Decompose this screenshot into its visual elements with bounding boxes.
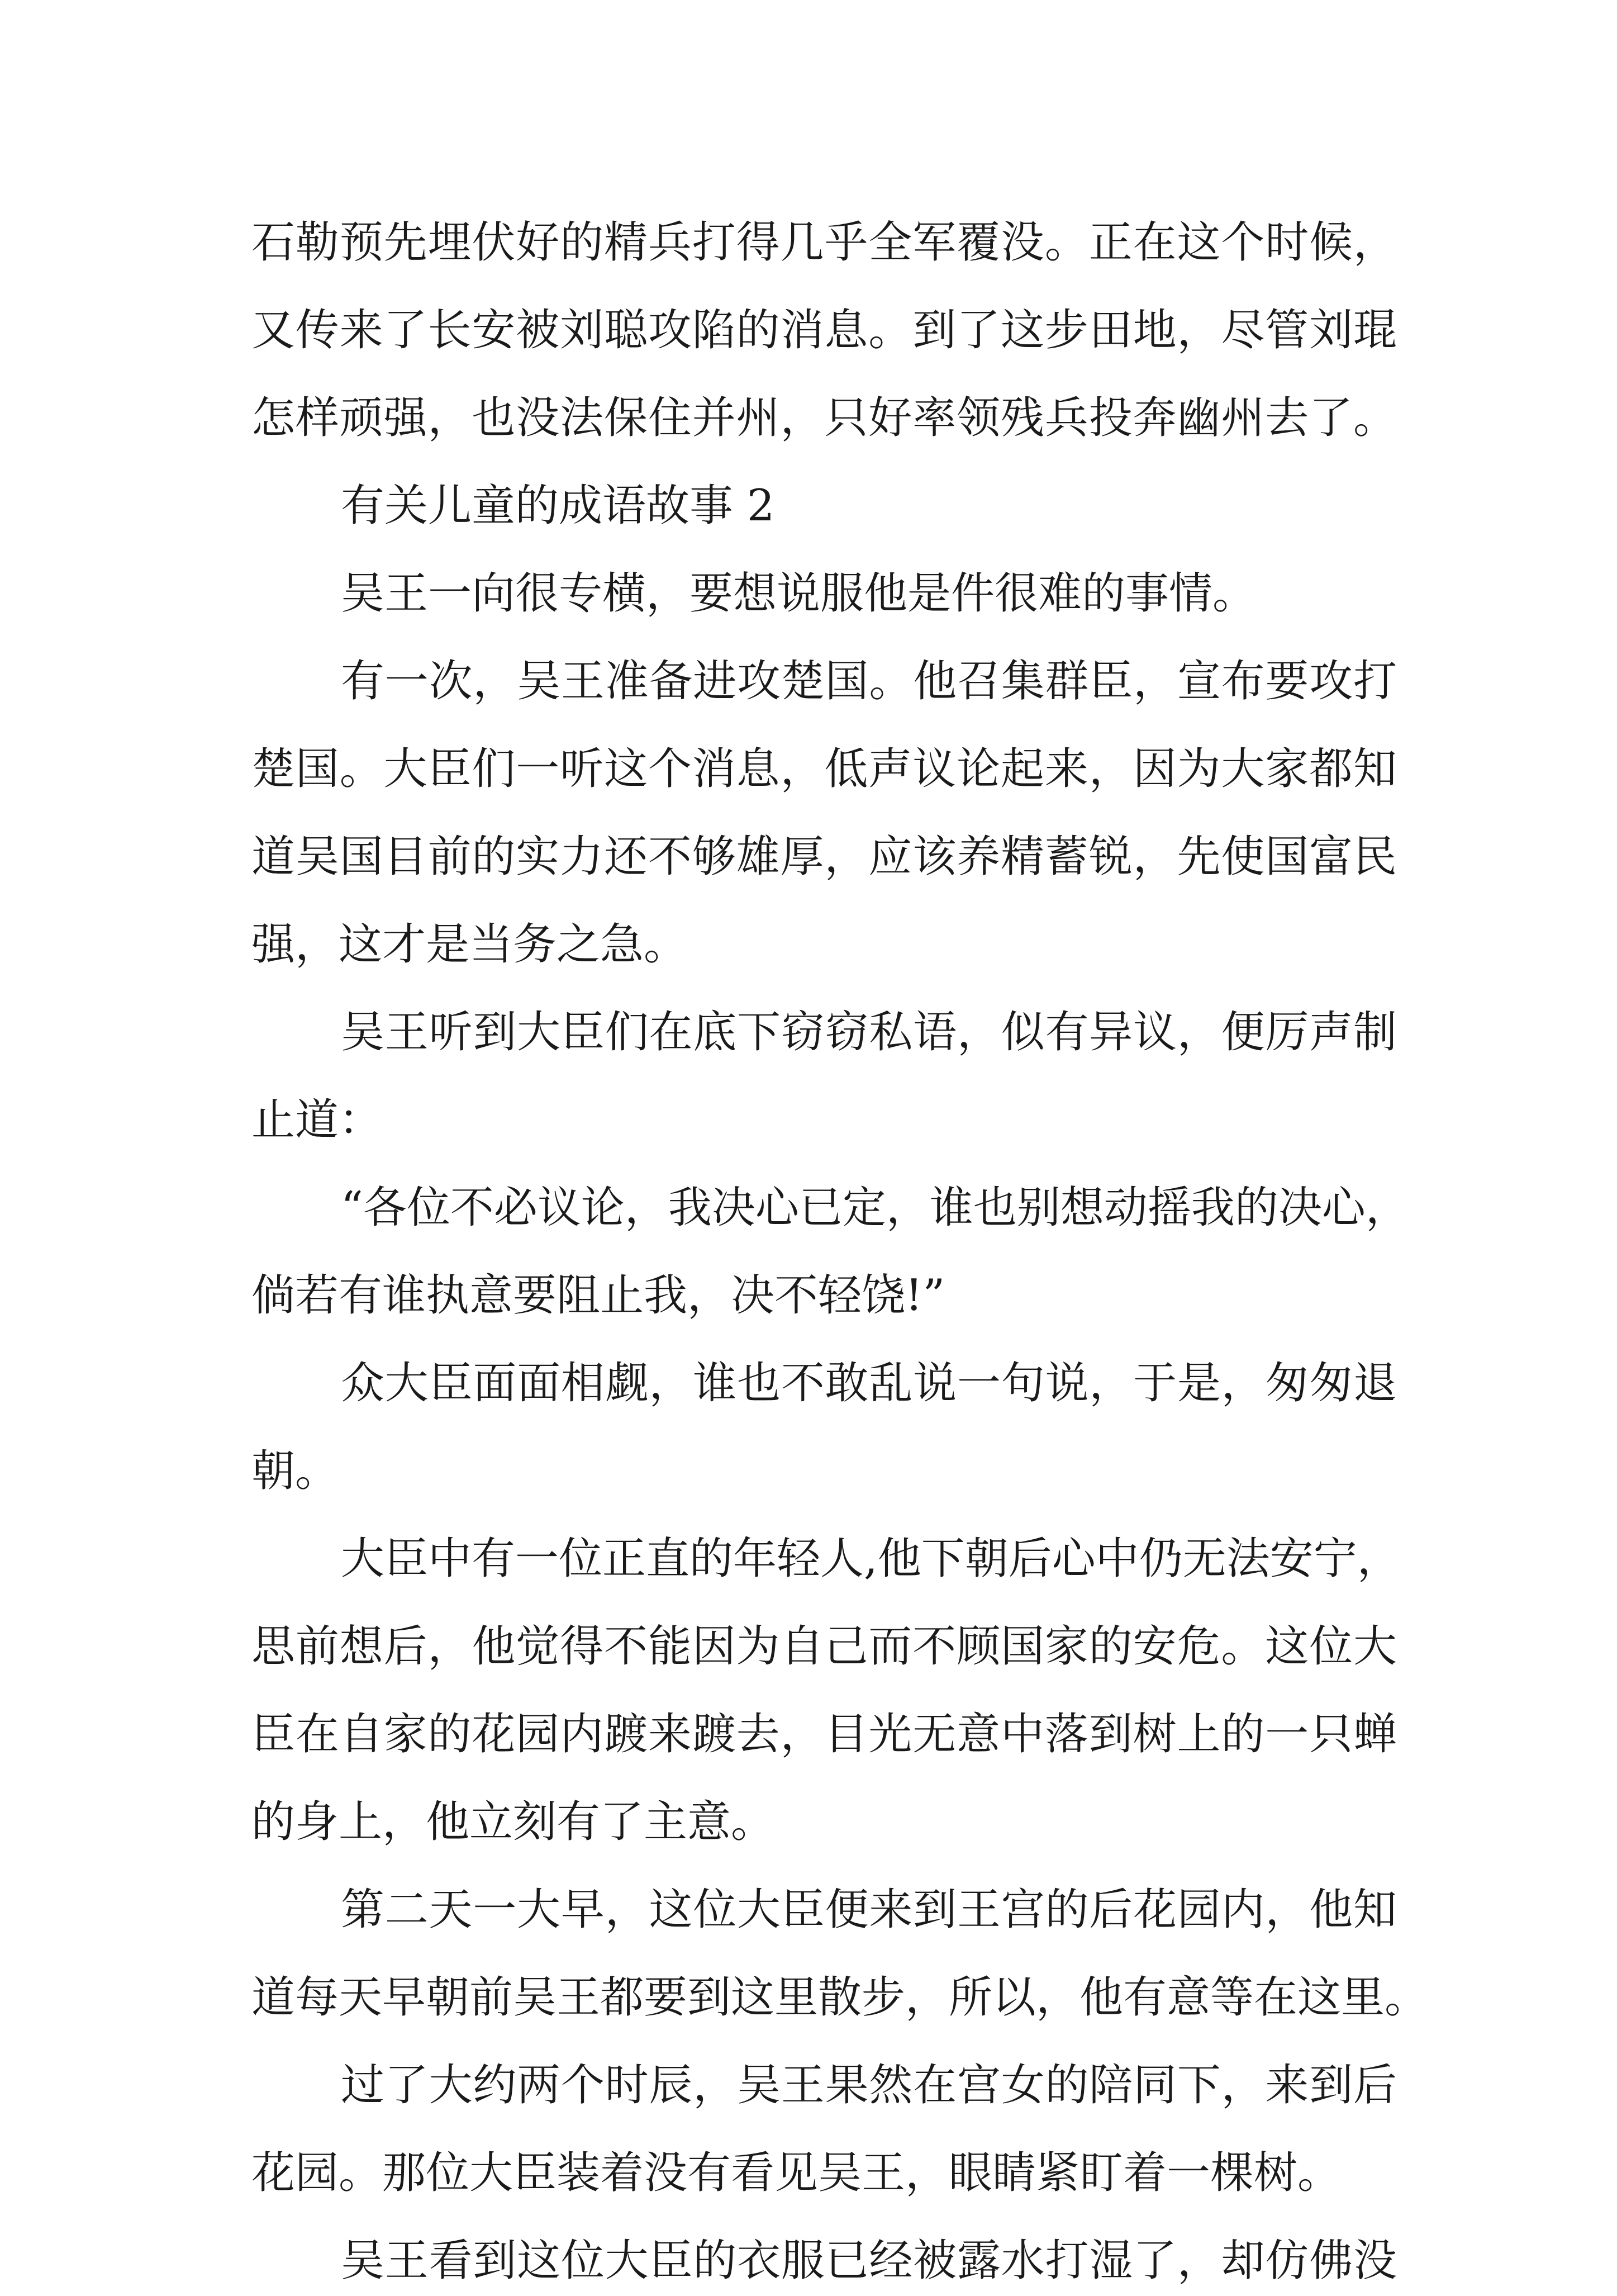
text-line: “各位不必议论，我决心已定，谁也别想动摇我的决心，	[341, 1183, 1409, 1233]
text-line: 楚国。大臣们一听这个消息，低声议论起来，因为大家都知	[251, 744, 1397, 794]
text-line: 石勒预先埋伏好的精兵打得几乎全军覆没。正在这个时候，	[251, 217, 1397, 268]
text-line: 道吴国目前的实力还不够雄厚，应该养精蓄锐，先使国富民	[251, 832, 1397, 882]
text-line: 的身上，他立刻有了主意。	[251, 1797, 775, 1847]
text-line: 强，这才是当务之急。	[251, 919, 688, 970]
text-line: 第二天一大早，这位大臣便来到王宫的后花园内，他知	[341, 1885, 1397, 1935]
text-line: 又传来了长安被刘聪攻陷的消息。到了这步田地，尽管刘琨	[251, 305, 1397, 355]
text-line: 过了大约两个时辰，吴王果然在宫女的陪同下，来到后	[341, 2060, 1397, 2110]
text-line: 怎样顽强，也没法保住并州，只好率领残兵投奔幽州去了。	[251, 393, 1397, 443]
text-line: 吴王一向很专横，要想说服他是件很难的事情。	[341, 568, 1257, 619]
text-line: 道每天早朝前吴王都要到这里散步，所以，他有意等在这里。	[251, 1972, 1429, 2023]
text-line: 吴王听到大臣们在底下窃窃私语，似有异议，便厉声制	[341, 1007, 1397, 1057]
text-line: 有一次，吴王准备进攻楚国。他召集群臣，宣布要攻打	[341, 656, 1397, 706]
section-heading: 有关儿童的成语故事 2	[341, 481, 775, 531]
text-line: 大臣中有一位正直的年轻人,他下朝后心中仍无法安宁，	[341, 1534, 1401, 1584]
text-line: 众大臣面面相觑，谁也不敢乱说一句说，于是，匆匆退	[341, 1358, 1397, 1408]
text-line: 臣在自家的花园内踱来踱去，目光无意中落到树上的一只蝉	[251, 1709, 1397, 1759]
text-line: 止道：	[251, 1095, 383, 1145]
text-line: 倘若有谁执意要阻止我，决不轻饶!”	[251, 1270, 945, 1321]
text-line: 朝。	[251, 1446, 339, 1496]
text-line: 花园。那位大臣装着没有看见吴王，眼睛紧盯着一棵树。	[251, 2148, 1342, 2198]
text-line: 思前想后，他觉得不能因为自己而不顾国家的安危。这位大	[251, 1621, 1397, 1672]
text-line: 吴王看到这位大臣的衣服已经被露水打湿了，却仿佛没	[341, 2236, 1397, 2286]
